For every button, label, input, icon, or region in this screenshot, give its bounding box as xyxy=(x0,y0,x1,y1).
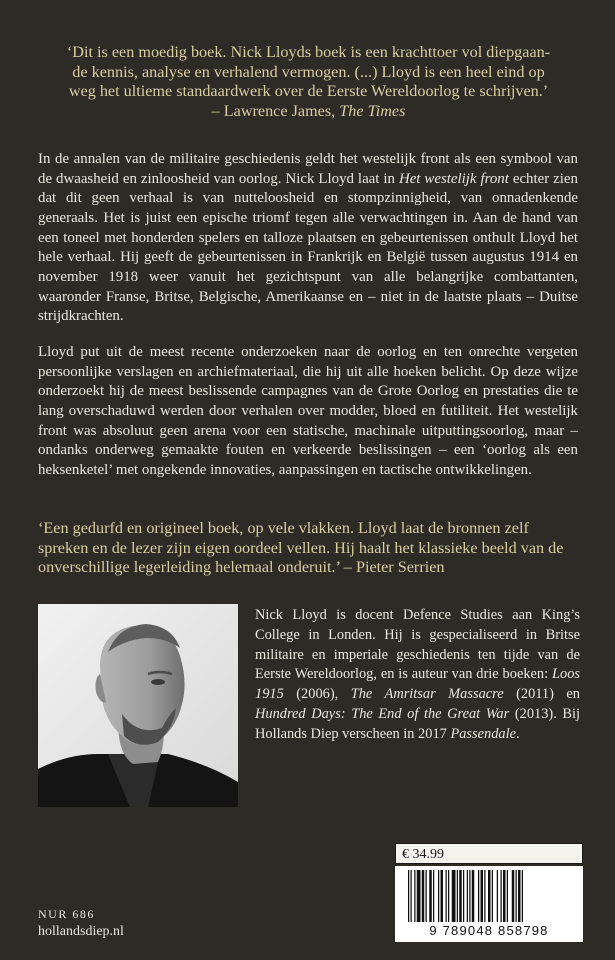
quote-attribution: – Lawrence James, The Times xyxy=(211,101,406,120)
barcode-bar xyxy=(417,870,421,922)
isbn-barcode xyxy=(395,866,583,942)
barcode-bar xyxy=(438,870,439,922)
blurb-paragraph-2: Lloyd put uit de meest recente onderzoeken naar de oorlog en ten onrechte vergeten persoonlijke verslagen en archiefmateriaal, die hij uit alle hoeken belicht. Op deze wijze onderzoekt hij de meest beslissende campagnes van de Grote Oorlog en prestaties die te lang overschaduwd werden door verhalen over modder, bloed en futiliteit. Het westelijk front was absoluut geen arena voor een statische, machinale uitputtingsoorlog, maar – ondanks onderweg gemaakte fouten en verkeerde beslissingen – een ‘oorlog als een heksenketel’ met ongekende innovaties, aanpassingen en tactische ontwikkelingen. xyxy=(38,344,578,478)
barcode-bar xyxy=(463,870,464,922)
book-title: Het westelijk front xyxy=(398,170,509,187)
barcode-bar xyxy=(503,870,506,922)
barcode-bar xyxy=(497,870,498,922)
nur-code: NUR 686 xyxy=(38,907,95,921)
barcode-bar xyxy=(446,870,447,922)
isbn-number: 9 789048 858798 xyxy=(429,923,549,938)
barcode-bar xyxy=(408,870,409,922)
barcode-bar xyxy=(516,870,517,922)
barcode-bar xyxy=(459,870,462,922)
barcode-bars xyxy=(400,870,578,922)
barcode-bar xyxy=(457,870,458,922)
barcode-bar xyxy=(522,870,523,922)
barcode-bar xyxy=(472,870,475,922)
barcode-bar xyxy=(481,870,484,922)
barcode-bar xyxy=(441,870,444,922)
publisher-website: hollandsdiep.nl xyxy=(38,924,124,939)
barcode-bar xyxy=(429,870,432,922)
quote-line: weg het ultieme standaardwerk over de Eerste Wereldoorlog te schrijven.’ xyxy=(68,82,549,101)
barcode-bar xyxy=(484,870,485,922)
author-portrait xyxy=(38,604,238,807)
barcode-bar xyxy=(433,870,434,922)
quote-line: ‘Dit is een moedig boek. Nick Lloyds boek is een krachttoer vol diepgaan- xyxy=(66,43,551,61)
review-quote-top xyxy=(36,43,581,121)
blurb-paragraph-1: In de annalen van de militaire geschiedenis geldt het westelijk front als een symbool van de dwaasheid en zinloosheid van oorlog. Nick Lloyd laat in Het westelijk front echter zien dat dit geen verhaal is van nutteloosheid en stompzinnigheid, van onnadenkende generaals. Het is juist een epische triomf tegen alle verwachtingen in. Aan de hand van een toneel met honderden spelers en talloze plaatsen en gebeurtenissen onthult Lloyd het hele verhaal. Hij geeft de gebeurtenissen in Frankrijk en België tussen augustus 1914 en november 1918 weer vanuit het gezichtspunt van alle belangrijke combattanten, waaronder Franse, Britse, Belgische, Amerikaanse en – niet in de laatste plaats – Duitse strijdkrachten. xyxy=(38,151,578,325)
barcode-bar xyxy=(478,870,479,922)
barcode-bar xyxy=(488,870,491,922)
barcode-bar xyxy=(414,870,415,922)
barcode-bar xyxy=(507,870,508,922)
barcode-bar xyxy=(512,870,515,922)
barcode-bar xyxy=(492,870,493,922)
barcode-bar xyxy=(452,870,456,922)
review-quote-bottom: ‘Een gedurfd en origineel boek, op vele vlakken. Lloyd laat de bronnen zelf spreken en de lezer zijn eigen oordeel vellen. Hij haalt het klassieke beeld van de onverschillige legerleiding helemaal onderuit.’ – Pieter Serrien xyxy=(38,519,564,577)
barcode-bar xyxy=(411,870,412,922)
barcode-bar xyxy=(469,870,470,922)
barcode-bar xyxy=(518,870,521,922)
barcode-bar xyxy=(501,870,502,922)
barcode-bar xyxy=(422,870,425,922)
quote-line: de kennis, analyse en verhalend vermogen. (...) Lloyd is een heel eind op xyxy=(72,62,545,81)
barcode-bar xyxy=(467,870,468,922)
price-label: € 34.99 xyxy=(395,843,583,864)
barcode-bar xyxy=(448,870,449,922)
author-bio: Nick Lloyd is docent Defence Studies aan King’s College in Londen. Hij is gespecialiseerd in Britse militaire en imperiale geschiedenis ten tijde van de Eerste Wereldoorlog, en is auteur van drie boeken: Loos 1915 (2006), The Amritsar Massacre (2011) en Hundred Days: The End of the Great War (2013). Bij Hollands Diep verscheen in 2017 Passendale. xyxy=(255,607,580,742)
barcode-bar xyxy=(426,870,427,922)
